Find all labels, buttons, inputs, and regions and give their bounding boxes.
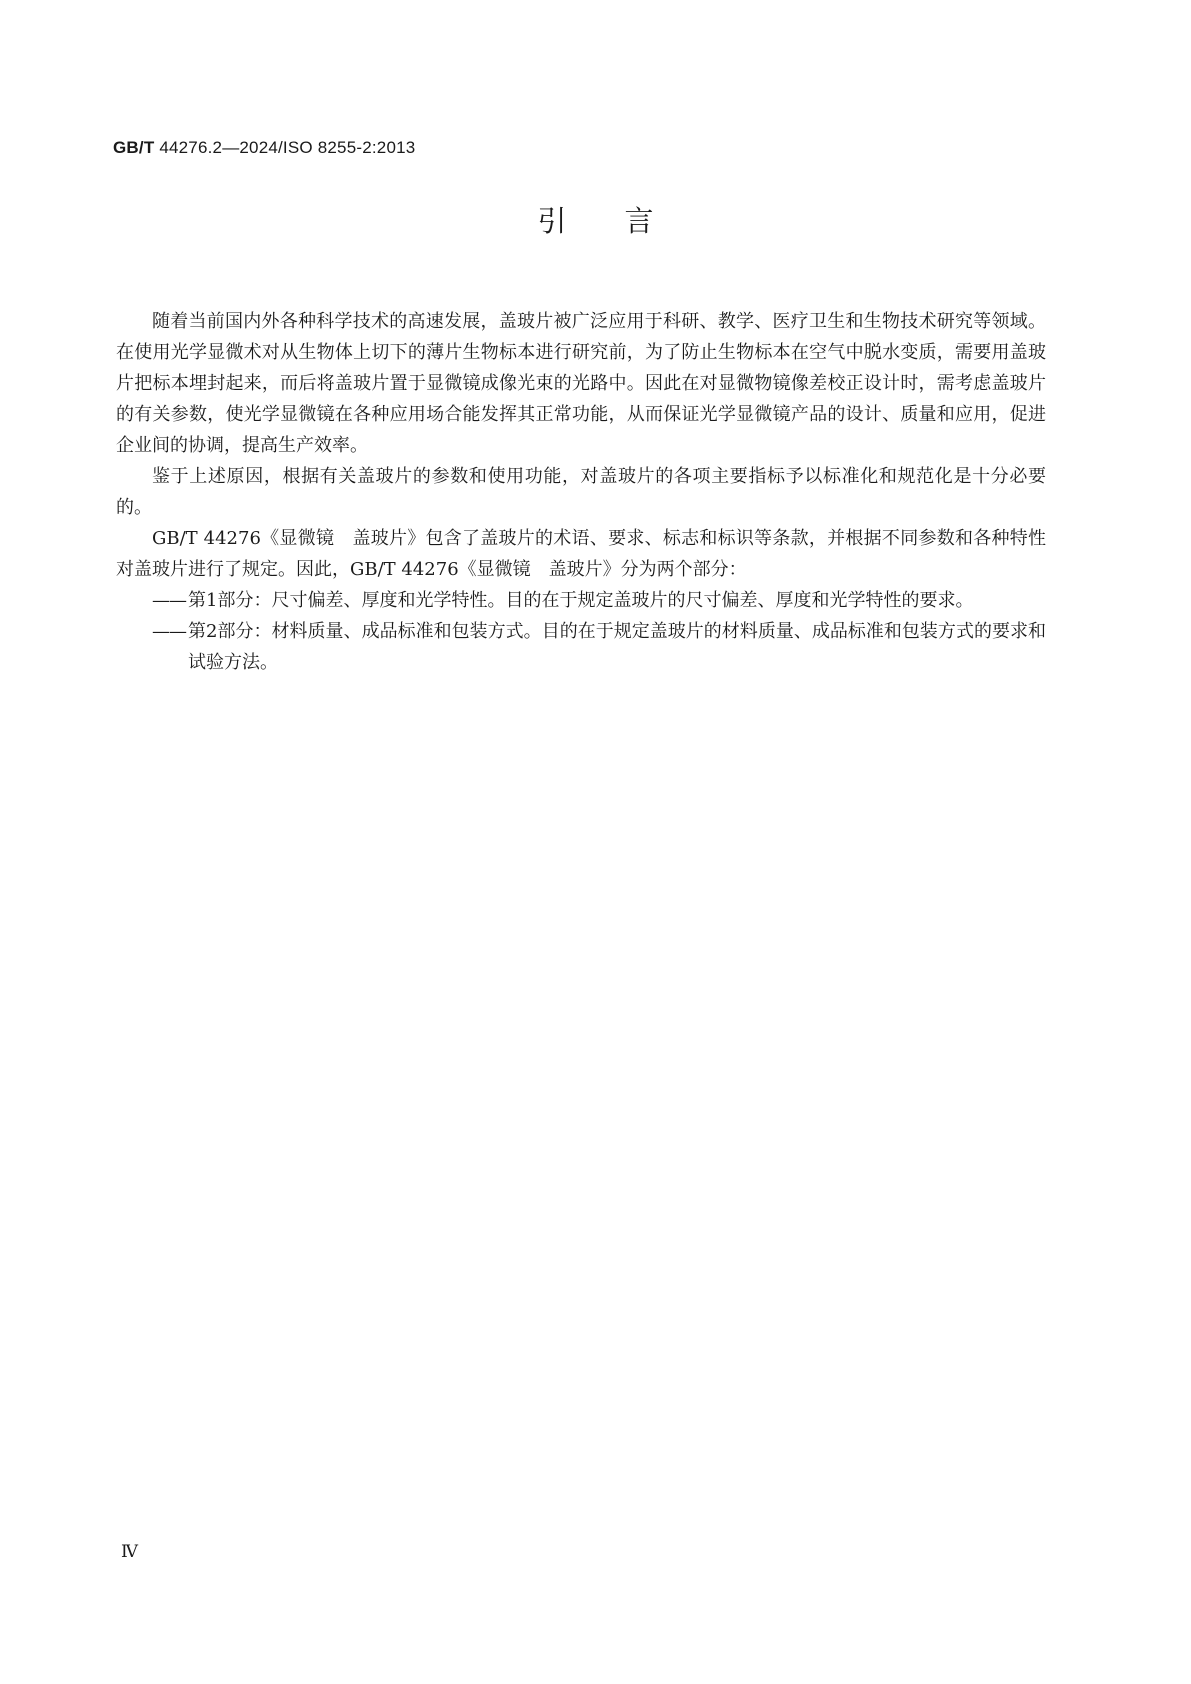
list-item <box>152 585 1046 616</box>
document-code <box>113 138 415 158</box>
paragraph: 鉴于上述原因，根据有关盖玻片的参数和使用功能，对盖玻片的各项主要指标予以标准化和规范化是十分必要的。 <box>116 466 1046 518</box>
list-item-text: 第1部分：尺寸偏差、厚度和光学特性。目的在于规定盖玻片的尺寸偏差、厚度和光学特性的要求。 <box>188 590 974 611</box>
paragraph: 随着当前国内外各种科学技术的高速发展，盖玻片被广泛应用于科研、教学、医疗卫生和生物技术研究等领域。在使用光学显微术对从生物体上切下的薄片生物标本进行研究前，为了防止生物标本在空气中脱水变质，需要用盖玻片把标本埋封起来，而后将盖玻片置于显微镜成像光束的光路中。因此在对显微物镜像差校正设计时，需考虑盖玻片的有关参数，使光学显微镜在各种应用场合能发挥其正常功能，从而保证光学显微镜产品的设计、质量和应用，促进企业间的协调，提高生产效率。 <box>116 311 1046 456</box>
list-dash: —— <box>152 621 186 642</box>
list-item-text: 第2部分：材料质量、成品标准和包装方式。目的在于规定盖玻片的材料质量、成品标准和包装方式的要求和试验方法。 <box>188 621 1046 673</box>
section-title: 引言 <box>537 204 712 238</box>
document-code-rest: 44276.2—2024/ISO 8255-2:2013 <box>154 138 416 157</box>
document-code-prefix: GB/T <box>113 138 155 157</box>
paragraph: GB/T 44276《显微镜 盖玻片》包含了盖玻片的术语、要求、标志和标识等条款，并根据不同参数和各种特性对盖玻片进行了规定。因此，GB/T 44276《显微镜 盖玻片》分为两个部分： <box>116 528 1046 580</box>
introduction-body <box>116 306 1046 678</box>
page-number: Ⅳ <box>121 1542 138 1562</box>
list-dash: —— <box>152 590 186 611</box>
list-item <box>152 616 1046 678</box>
